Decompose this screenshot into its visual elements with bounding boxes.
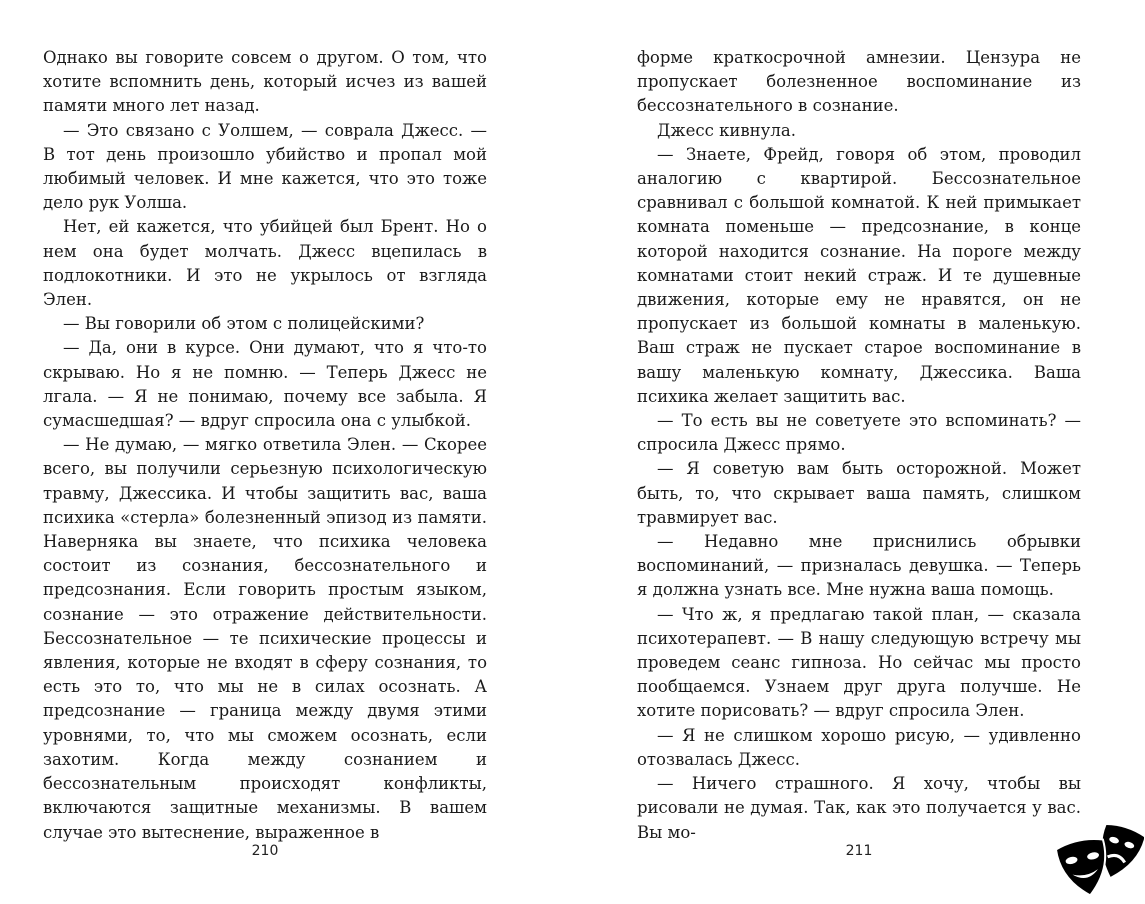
paragraph: — Да, они в курсе. Они думают, что я что-то скрываю. Но я не помню. — Теперь Джесс не лгала. — Я не понимаю, почему все забыла. Я сумасшедшая? — вдруг спросила она с улыбкой. [43, 338, 487, 431]
paragraph: Джесс кивнула. [657, 120, 796, 140]
left-page [43, 46, 487, 845]
paragraph: — Недавно мне приснились обрывки воспоминаний, — призналась девушка. — Теперь я должна узнать все. Мне нужна ваша помощь. [637, 532, 1081, 600]
page-number-right: 211 [845, 843, 873, 859]
paragraph: Однако вы говорите совсем о другом. О том, что хотите вспомнить день, который исчез из вашей памяти много лет назад. [43, 48, 487, 116]
paragraph: — Это связано с Уолшем, — соврала Джесс. — В тот день произошло убийство и пропал мой любимый человек. И мне кажется, что это тоже дело рук Уолша. [43, 120, 487, 213]
paragraph: — Что ж, я предлагаю такой план, — сказала психотерапевт. — В нашу следующую встречу мы проведем сеанс гипноза. Но сейчас мы просто пообщаемся. Узнаем друг друга получше. Не хотите порисовать? — вдруг спросила Элен. [637, 604, 1081, 721]
right-page [637, 46, 1081, 845]
page-number-left: 210 [251, 843, 279, 859]
paragraph: Нет, ей кажется, что убийцей был Брент. Но о нем она будет молчать. Джесс вцепилась в подлокотники. И это не укрылось от взгляда Элен. [43, 217, 487, 310]
paragraph: — Не думаю, — мягко ответила Элен. — Скорее всего, вы получили серьезную психологическую травму, Джессика. И чтобы защитить вас, ваша психика «стерла» болезненный эпизод из памяти. Наверняка вы знаете, что психика человека состоит из сознания, бессознательного и предсознания. Если говорить простым языком, сознание — это отражение действительности. Бессознательное — те психические процессы и явления, которые не входят в сферу сознания, то есть это то, что мы не в силах осознать. А предсознание — граница между двумя этими уровнями, то, что мы сможем осознать, если захотим. Когда между сознанием и бессознательным происходят конфликты, включаются защитные механизмы. В вашем случае это вытеснение, выраженное в [43, 435, 487, 842]
paragraph: — Я не слишком хорошо рисую, — удивленно отозвалась Джесс. [637, 725, 1081, 769]
paragraph: форме краткосрочной амнезии. Цензура не пропускает болезненное воспоминание из бессознательного в сознание. [637, 48, 1081, 116]
paragraph: — Ничего страшного. Я хочу, чтобы вы рисовали не думая. Так, как это получается у вас. Вы мо- [637, 774, 1081, 842]
paragraph: — Я советую вам быть осторожной. Может быть, то, что скрывает ваша память, слишком травмирует вас. [637, 459, 1081, 527]
theatre-masks-icon [1056, 822, 1144, 900]
paragraph: — Знаете, Фрейд, говоря об этом, проводил аналогию с квартирой. Бессознательное сравнивал с большой комнатой. К ней примыкает комната поменьше — предсознание, в конце которой находится сознание. На пороге между комнатами стоит некий страж. И те душевные движения, которые ему не нравятся, он не пропускает из большой комнаты в маленькую. Ваш страж не пускает старое воспоминание в вашу маленькую комнату, Джессика. Ваша психика желает защитить вас. [637, 144, 1081, 406]
paragraph: — То есть вы не советуете это вспоминать? — спросила Джесс прямо. [637, 411, 1081, 455]
paragraph: — Вы говорили об этом с полицейскими? [63, 314, 425, 334]
